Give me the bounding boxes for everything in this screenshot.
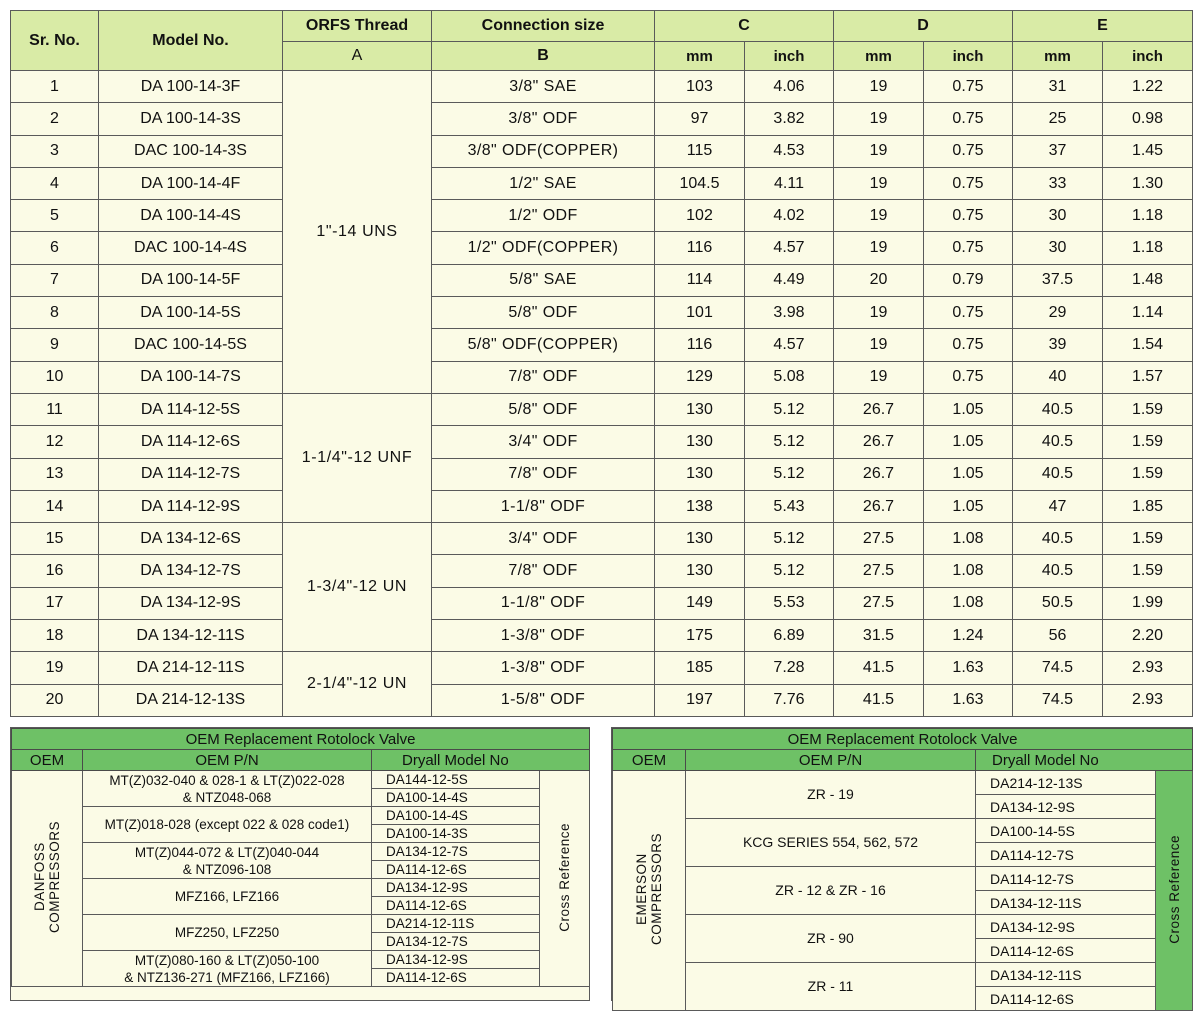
dryall-model-cell: DA134-12-9S [372,951,540,969]
cell-e-inch: 1.85 [1103,490,1193,522]
cell-orfs-thread: 1-3/4"-12 UN [283,523,432,652]
cell-connection-size: 5/8" ODF [432,297,655,329]
cell-connection-size: 3/8" ODF [432,103,655,135]
cell-e-mm: 50.5 [1013,587,1103,619]
table-row [11,458,1193,490]
cross-reference-label: Cross Reference [1166,834,1182,944]
oem-right-col-pn: OEM P/N [686,750,976,771]
dryall-model-cell: DA214-12-13S [976,771,1156,795]
cell-sr-no: 20 [11,684,99,716]
cell-c-inch: 7.76 [745,684,834,716]
dryall-model-cell: DA114-12-7S [976,867,1156,891]
oem-row [613,867,1193,891]
cell-e-inch: 1.14 [1103,297,1193,329]
cell-e-inch: 1.59 [1103,393,1193,425]
cell-c-mm: 138 [655,490,745,522]
dryall-model-cell: DA134-12-7S [372,933,540,951]
header-sr-no: Sr. No. [11,11,99,71]
cell-d-mm: 26.7 [834,393,924,425]
cell-c-mm: 149 [655,587,745,619]
cell-d-mm: 26.7 [834,458,924,490]
dryall-model-cell: DA100-14-4S [372,807,540,825]
table-row [11,232,1193,264]
cell-d-mm: 27.5 [834,587,924,619]
cell-e-inch: 1.18 [1103,200,1193,232]
oem-row [12,771,590,789]
oem-row [613,819,1193,843]
header-c-mm: mm [655,42,745,71]
oem-right-title: OEM Replacement Rotolock Valve [613,729,1193,750]
oem-left-col-model: Dryall Model No [372,750,590,771]
cell-c-inch: 5.12 [745,426,834,458]
dryall-model-cell: DA100-14-3S [372,825,540,843]
cell-d-mm: 41.5 [834,652,924,684]
dryall-model-cell: DA134-12-9S [976,795,1156,819]
cell-d-inch: 1.05 [924,393,1013,425]
cell-connection-size: 7/8" ODF [432,555,655,587]
oem-pn-line1: MT(Z)044-072 & LT(Z)040-044 [134,844,320,860]
cell-sr-no: 8 [11,297,99,329]
cell-d-mm: 20 [834,264,924,296]
cell-sr-no: 2 [11,103,99,135]
oem-left-col-pn: OEM P/N [83,750,372,771]
cell-e-inch: 1.30 [1103,167,1193,199]
cell-e-inch: 2.93 [1103,652,1193,684]
dryall-model-cell: DA100-14-4S [372,789,540,807]
cell-c-mm: 130 [655,555,745,587]
cell-d-mm: 19 [834,71,924,103]
oem-right-col-oem: OEM [613,750,686,771]
cell-sr-no: 4 [11,167,99,199]
cell-e-mm: 56 [1013,620,1103,652]
cell-model-no: DA 114-12-9S [99,490,283,522]
cell-e-mm: 30 [1013,232,1103,264]
oem-row [613,963,1193,987]
oem-row [613,771,1193,795]
cell-sr-no: 14 [11,490,99,522]
oem-pn-line1: MT(Z)080-160 & LT(Z)050-100 [134,952,320,968]
cell-c-mm: 116 [655,232,745,264]
oem-pn-cell: ZR - 90 [686,915,976,963]
dryall-model-cell: DA114-12-6S [372,897,540,915]
cell-connection-size: 3/4" ODF [432,523,655,555]
cell-c-inch: 5.43 [745,490,834,522]
cell-e-mm: 40.5 [1013,458,1103,490]
cell-c-mm: 102 [655,200,745,232]
cell-model-no: DA 114-12-6S [99,426,283,458]
oem-pn-cell: ZR - 11 [686,963,976,1011]
cell-e-inch: 1.59 [1103,426,1193,458]
cell-c-mm: 130 [655,458,745,490]
header-e-mm: mm [1013,42,1103,71]
cell-c-inch: 5.12 [745,458,834,490]
cell-model-no: DA 134-12-11S [99,620,283,652]
oem-row [12,915,590,933]
cell-d-inch: 1.05 [924,490,1013,522]
cell-connection-size: 7/8" ODF [432,361,655,393]
oem-pn-line1: MFZ166, LFZ166 [174,889,280,904]
cell-e-mm: 39 [1013,329,1103,361]
dryall-model-cell: DA114-12-6S [976,987,1156,1011]
cell-connection-size: 1-1/8" ODF [432,587,655,619]
table-row [11,523,1193,555]
dryall-model-cell: DA114-12-6S [372,969,540,987]
cell-c-mm: 175 [655,620,745,652]
header-c: C [655,11,834,42]
oem-left-col-oem: OEM [12,750,83,771]
header-connection-size-sub: B [432,42,655,71]
cell-d-inch: 0.75 [924,71,1013,103]
dryall-model-cell: DA134-12-11S [976,963,1156,987]
cell-e-inch: 1.48 [1103,264,1193,296]
dryall-model-cell: DA114-12-6S [976,939,1156,963]
table-row [11,684,1193,716]
cell-model-no: DAC 100-14-3S [99,135,283,167]
cell-sr-no: 13 [11,458,99,490]
cell-d-inch: 1.05 [924,458,1013,490]
oem-row [613,915,1193,939]
cell-model-no: DAC 100-14-4S [99,232,283,264]
cell-d-inch: 0.75 [924,200,1013,232]
cell-d-mm: 19 [834,200,924,232]
oem-pn-line2: & NTZ096-108 [182,861,272,877]
oem-row [12,951,590,969]
cell-sr-no: 17 [11,587,99,619]
cell-d-inch: 0.75 [924,361,1013,393]
cell-c-mm: 103 [655,71,745,103]
cell-e-mm: 74.5 [1013,652,1103,684]
oem-pn-cell [83,843,372,879]
cell-model-no: DA 134-12-6S [99,523,283,555]
cross-reference-cell [540,771,590,987]
oem-pn-line2: & NTZ048-068 [182,789,272,805]
cell-e-mm: 47 [1013,490,1103,522]
table-row [11,652,1193,684]
cell-sr-no: 15 [11,523,99,555]
cross-reference-cell [1156,771,1193,1011]
cell-d-inch: 1.08 [924,523,1013,555]
cell-connection-size: 3/8" ODF(COPPER) [432,135,655,167]
oem-pn-cell: ZR - 19 [686,771,976,819]
cell-e-inch: 1.99 [1103,587,1193,619]
cell-model-no: DA 100-14-4S [99,200,283,232]
cell-e-mm: 33 [1013,167,1103,199]
cell-c-mm: 115 [655,135,745,167]
cell-e-inch: 1.22 [1103,71,1193,103]
cell-c-inch: 5.12 [745,555,834,587]
cell-e-inch: 1.59 [1103,555,1193,587]
cell-model-no: DA 134-12-7S [99,555,283,587]
oem-name-line1: EMERSON [634,853,649,925]
cell-c-mm: 185 [655,652,745,684]
cell-connection-size: 1-5/8" ODF [432,684,655,716]
cell-e-mm: 40.5 [1013,555,1103,587]
oem-pn-line1: MFZ250, LFZ250 [174,925,280,940]
cell-d-inch: 1.63 [924,684,1013,716]
oem-row [12,843,590,861]
header-e: E [1013,11,1193,42]
oem-emerson-panel [611,727,1193,1007]
cell-d-mm: 41.5 [834,684,924,716]
cell-connection-size: 1/2" ODF [432,200,655,232]
cell-model-no: DA 214-12-13S [99,684,283,716]
cell-c-inch: 4.11 [745,167,834,199]
cell-d-mm: 27.5 [834,523,924,555]
cell-e-mm: 74.5 [1013,684,1103,716]
table-row [11,167,1193,199]
cell-c-inch: 5.08 [745,361,834,393]
cell-c-inch: 4.06 [745,71,834,103]
cell-c-mm: 114 [655,264,745,296]
cell-c-mm: 101 [655,297,745,329]
cell-e-inch: 1.54 [1103,329,1193,361]
cell-c-inch: 6.89 [745,620,834,652]
cell-c-mm: 197 [655,684,745,716]
dryall-model-cell: DA100-14-5S [976,819,1156,843]
cell-e-mm: 37.5 [1013,264,1103,296]
cell-connection-size: 5/8" ODF [432,393,655,425]
oem-left-title: OEM Replacement Rotolock Valve [12,729,590,750]
table-row [11,329,1193,361]
dryall-model-cell: DA134-12-9S [976,915,1156,939]
cell-e-mm: 31 [1013,71,1103,103]
cell-c-inch: 3.98 [745,297,834,329]
cell-d-inch: 0.75 [924,297,1013,329]
cell-orfs-thread: 1"-14 UNS [283,71,432,394]
cell-d-mm: 19 [834,297,924,329]
cell-d-inch: 0.75 [924,167,1013,199]
cell-e-mm: 30 [1013,200,1103,232]
cell-d-mm: 19 [834,329,924,361]
table-row [11,103,1193,135]
cell-e-mm: 40 [1013,361,1103,393]
oem-pn-cell [83,915,372,951]
cell-d-mm: 19 [834,167,924,199]
cell-c-mm: 104.5 [655,167,745,199]
cell-d-inch: 1.63 [924,652,1013,684]
cell-connection-size: 1/2" SAE [432,167,655,199]
cell-connection-size: 1-3/8" ODF [432,620,655,652]
table-row [11,361,1193,393]
dryall-model-cell: DA214-12-11S [372,915,540,933]
cell-d-mm: 19 [834,135,924,167]
cell-model-no: DA 134-12-9S [99,587,283,619]
oem-row [12,879,590,897]
cell-d-mm: 19 [834,361,924,393]
header-orfs-thread: ORFS Thread [283,11,432,42]
cell-c-mm: 97 [655,103,745,135]
oem-row [12,807,590,825]
header-orfs-thread-sub: A [283,42,432,71]
cell-c-inch: 3.82 [745,103,834,135]
cell-connection-size: 5/8" ODF(COPPER) [432,329,655,361]
cell-sr-no: 11 [11,393,99,425]
oem-name-line2: COMPRESSORS [649,832,664,946]
cell-orfs-thread: 2-1/4"-12 UN [283,652,432,717]
oem-pn-cell [83,807,372,843]
cell-e-inch: 1.57 [1103,361,1193,393]
cell-sr-no: 7 [11,264,99,296]
oem-right-col-model: Dryall Model No [976,750,1193,771]
oem-name-cell [12,771,83,987]
cell-sr-no: 10 [11,361,99,393]
cell-d-mm: 19 [834,103,924,135]
header-model-no: Model No. [99,11,283,71]
cell-sr-no: 16 [11,555,99,587]
dryall-model-cell: DA144-12-5S [372,771,540,789]
cell-d-inch: 1.08 [924,555,1013,587]
cell-connection-size: 5/8" SAE [432,264,655,296]
table-row [11,71,1193,103]
cell-c-mm: 130 [655,393,745,425]
cell-connection-size: 7/8" ODF [432,458,655,490]
cell-e-inch: 1.18 [1103,232,1193,264]
cell-model-no: DAC 100-14-5S [99,329,283,361]
cell-d-mm: 26.7 [834,426,924,458]
cell-d-mm: 26.7 [834,490,924,522]
cell-c-inch: 4.57 [745,329,834,361]
cell-d-inch: 1.24 [924,620,1013,652]
cell-sr-no: 12 [11,426,99,458]
table-row [11,200,1193,232]
table-row [11,297,1193,329]
cell-d-mm: 27.5 [834,555,924,587]
header-d: D [834,11,1013,42]
cell-sr-no: 19 [11,652,99,684]
cell-e-inch: 1.45 [1103,135,1193,167]
dryall-model-cell: DA134-12-9S [372,879,540,897]
oem-danfoss-panel [10,727,590,1001]
oem-name-line2: COMPRESSORS [47,820,62,934]
cell-c-mm: 130 [655,426,745,458]
cell-model-no: DA 100-14-4F [99,167,283,199]
cell-d-inch: 0.75 [924,329,1013,361]
cell-orfs-thread: 1-1/4"-12 UNF [283,393,432,522]
dimension-table [10,10,1193,717]
cell-sr-no: 6 [11,232,99,264]
dryall-model-cell: DA134-12-11S [976,891,1156,915]
cell-model-no: DA 100-14-5S [99,297,283,329]
oem-pn-cell: ZR - 12 & ZR - 16 [686,867,976,915]
oem-pn-line1: MT(Z)018-028 (except 022 & 028 code1) [104,817,350,832]
cell-sr-no: 1 [11,71,99,103]
cell-connection-size: 3/8" SAE [432,71,655,103]
cell-c-inch: 4.49 [745,264,834,296]
cell-d-inch: 0.79 [924,264,1013,296]
cell-connection-size: 1-3/8" ODF [432,652,655,684]
cell-model-no: DA 214-12-11S [99,652,283,684]
cell-connection-size: 3/4" ODF [432,426,655,458]
header-connection-size: Connection size [432,11,655,42]
dryall-model-cell: DA114-12-6S [372,861,540,879]
cell-c-inch: 5.12 [745,393,834,425]
oem-pn-line1: MT(Z)032-040 & 028-1 & LT(Z)022-028 [109,772,345,788]
cell-c-mm: 116 [655,329,745,361]
header-c-inch: inch [745,42,834,71]
cell-d-inch: 1.05 [924,426,1013,458]
cell-connection-size: 1-1/8" ODF [432,490,655,522]
cell-d-mm: 31.5 [834,620,924,652]
cell-model-no: DA 114-12-7S [99,458,283,490]
cell-c-inch: 4.02 [745,200,834,232]
cell-model-no: DA 100-14-3F [99,71,283,103]
table-row [11,587,1193,619]
cell-c-mm: 129 [655,361,745,393]
oem-pn-cell: KCG SERIES 554, 562, 572 [686,819,976,867]
cell-sr-no: 3 [11,135,99,167]
cell-c-inch: 5.12 [745,523,834,555]
table-row [11,264,1193,296]
cross-reference-label: Cross Reference [557,822,572,932]
cell-d-mm: 19 [834,232,924,264]
cell-e-inch: 1.59 [1103,523,1193,555]
header-d-mm: mm [834,42,924,71]
oem-pn-line2: & NTZ136-271 (MFZ166, LFZ166) [124,969,330,985]
oem-pn-cell [83,771,372,807]
cell-e-inch: 2.93 [1103,684,1193,716]
table-row [11,426,1193,458]
oem-name-cell [613,771,686,1011]
cell-e-mm: 40.5 [1013,523,1103,555]
cell-model-no: DA 100-14-3S [99,103,283,135]
cell-c-mm: 130 [655,523,745,555]
cell-d-inch: 0.75 [924,135,1013,167]
table-row [11,135,1193,167]
header-e-inch: inch [1103,42,1193,71]
oem-pn-cell [83,951,372,987]
dryall-model-cell: DA134-12-7S [372,843,540,861]
header-d-inch: inch [924,42,1013,71]
cell-model-no: DA 100-14-7S [99,361,283,393]
cell-model-no: DA 100-14-5F [99,264,283,296]
cell-e-mm: 37 [1013,135,1103,167]
cell-sr-no: 18 [11,620,99,652]
cell-connection-size: 1/2" ODF(COPPER) [432,232,655,264]
cell-sr-no: 5 [11,200,99,232]
oem-name-line1: DANFOSS [32,842,47,912]
cell-e-mm: 40.5 [1013,393,1103,425]
cell-e-mm: 40.5 [1013,426,1103,458]
cell-model-no: DA 114-12-5S [99,393,283,425]
cell-e-mm: 29 [1013,297,1103,329]
oem-pn-cell [83,879,372,915]
table-row [11,490,1193,522]
cell-c-inch: 7.28 [745,652,834,684]
cell-e-inch: 0.98 [1103,103,1193,135]
table-row [11,555,1193,587]
cell-c-inch: 4.53 [745,135,834,167]
cell-e-mm: 25 [1013,103,1103,135]
cell-e-inch: 1.59 [1103,458,1193,490]
cell-c-inch: 4.57 [745,232,834,264]
cell-d-inch: 1.08 [924,587,1013,619]
cell-e-inch: 2.20 [1103,620,1193,652]
table-row [11,393,1193,425]
dryall-model-cell: DA114-12-7S [976,843,1156,867]
table-row [11,620,1193,652]
cell-c-inch: 5.53 [745,587,834,619]
cell-sr-no: 9 [11,329,99,361]
cell-d-inch: 0.75 [924,232,1013,264]
cell-d-inch: 0.75 [924,103,1013,135]
